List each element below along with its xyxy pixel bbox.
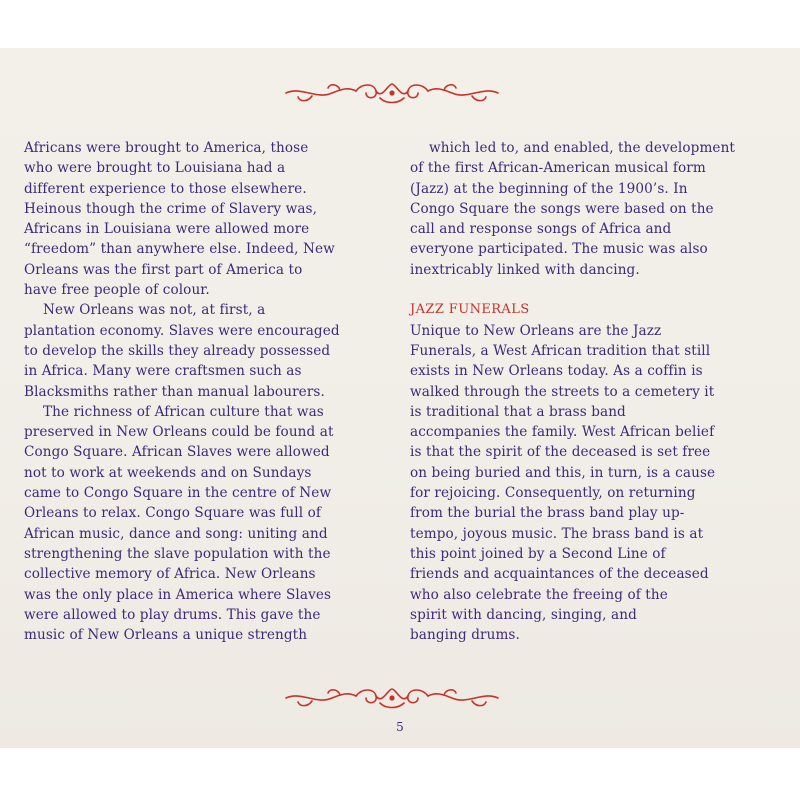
text-line: inextricably linked with dancing. bbox=[410, 261, 640, 278]
text-line: Blacksmiths rather than manual labourers. bbox=[24, 383, 325, 400]
text-line: plantation economy. Slaves were encouraged bbox=[24, 322, 340, 339]
section-heading: JAZZ FUNERALS bbox=[410, 302, 530, 318]
text-line: to develop the skills they already possessed bbox=[24, 342, 331, 359]
text-line: The richness of African culture that was bbox=[43, 403, 324, 420]
filigree-ornament-icon bbox=[282, 80, 502, 106]
text-line: is that the spirit of the deceased is set free bbox=[410, 444, 711, 461]
text-line: Congo Square. African Slaves were allowed bbox=[24, 444, 330, 461]
text-line: Africans in Louisiana were allowed more bbox=[24, 221, 310, 238]
text-line: collective memory of Africa. New Orleans bbox=[24, 566, 316, 583]
text-line: “freedom” than anywhere else. Indeed, New bbox=[24, 241, 335, 258]
text-line: African music, dance and song: uniting and bbox=[24, 525, 328, 542]
text-line: preserved in New Orleans could be found at bbox=[24, 424, 334, 441]
text-line: for rejoicing. Consequently, on returning bbox=[410, 485, 696, 502]
text-line: spirit with dancing, singing, and bbox=[410, 606, 637, 623]
text-line: everyone participated. The music was also bbox=[410, 241, 708, 258]
text-line: Orleans was the first part of America to bbox=[24, 261, 303, 278]
text-line: not to work at weekends and on Sundays bbox=[24, 464, 312, 481]
text-line: Funerals, a West African tradition that still bbox=[410, 342, 711, 359]
text-line: in Africa. Many were craftsmen such as bbox=[24, 363, 302, 380]
text-line: was the only place in America where Slaves bbox=[24, 586, 332, 603]
text-line: walked through the streets to a cemetery it bbox=[410, 383, 715, 400]
right-column bbox=[410, 138, 780, 645]
text-line: were allowed to play drums. This gave the bbox=[24, 606, 321, 623]
text-line: which led to, and enabled, the development bbox=[429, 140, 735, 156]
text-line: Unique to New Orleans are the Jazz bbox=[410, 322, 662, 339]
text-line: from the burial the brass band play up- bbox=[410, 505, 685, 522]
text-line: call and response songs of Africa and bbox=[410, 221, 672, 238]
text-line: on being buried and this, in turn, is a cause bbox=[410, 464, 716, 481]
text-line: exists in New Orleans today. As a coffin is bbox=[410, 363, 703, 380]
paragraph-gap bbox=[410, 280, 780, 300]
text-line: Orleans to relax. Congo Square was full of bbox=[24, 505, 322, 522]
text-line: Africans were brought to America, those bbox=[24, 140, 309, 156]
text-line: (Jazz) at the beginning of the 1900’s. In bbox=[410, 180, 688, 197]
text-line: music of New Orleans a unique strength bbox=[24, 627, 308, 644]
text-line: different experience to those elsewhere. bbox=[24, 180, 307, 197]
filigree-ornament-icon bbox=[282, 685, 502, 711]
text-line: accompanies the family. West African belief bbox=[410, 424, 715, 441]
text-line: who were brought to Louisiana had a bbox=[24, 160, 286, 177]
text-line: strengthening the slave population with the bbox=[24, 545, 331, 562]
text-line: friends and acquaintances of the deceased bbox=[410, 566, 709, 583]
book-page bbox=[0, 48, 800, 748]
text-line: New Orleans was not, at first, a bbox=[43, 302, 266, 319]
text-line: is traditional that a brass band bbox=[410, 403, 626, 420]
text-line: who also celebrate the freeing of the bbox=[410, 586, 668, 603]
text-line: tempo, joyous music. The brass band is at bbox=[410, 525, 704, 542]
text-line: have free people of colour. bbox=[24, 282, 210, 299]
left-column bbox=[24, 138, 384, 645]
text-line: Heinous though the crime of Slavery was, bbox=[24, 200, 318, 217]
text-line: Congo Square the songs were based on the bbox=[410, 200, 714, 217]
text-line: this point joined by a Second Line of bbox=[410, 545, 666, 562]
text-line: came to Congo Square in the centre of New bbox=[24, 485, 332, 502]
text-line: of the first African-American musical form bbox=[410, 160, 706, 177]
page-number: 5 bbox=[396, 720, 404, 734]
text-line: banging drums. bbox=[410, 627, 520, 644]
